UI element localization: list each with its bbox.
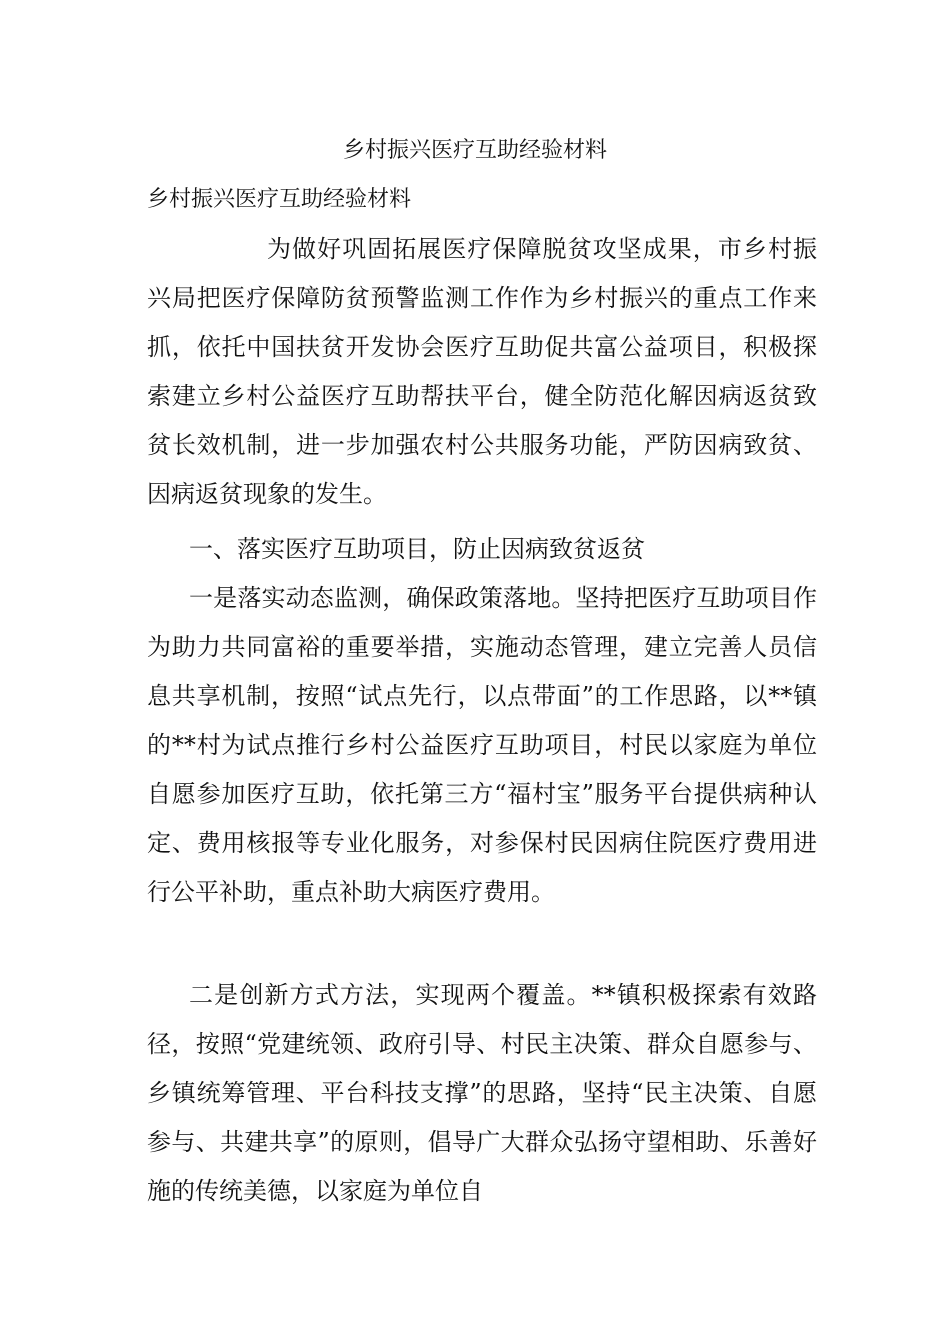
point-one-paragraph: 一是落实动态监测，确保政策落地。坚持把医疗互助项目作为助力共同富裕的重要举措，实施动态管理，建立完善人员信息共享机制，按照“试点先行，以点带面”的工作思路，以**镇的**村为试点推行乡村公益医疗互助项目，村民以家庭为单位自愿参加医疗互助，依托第三方“福村宝”服务平台提供病种认定、费用核报等专业化服务，对参保村民因病住院医疗费用进行公平补助，重点补助大病医疗费用。 (147, 584, 817, 906)
point-two-paragraph: 二是创新方式方法，实现两个覆盖。**镇积极探索有效路径，按照“党建统领、政府引导、村民主决策、群众自愿参与、乡镇统筹管理、平台科技支撑”的思路，坚持“民主决策、自愿参与、共建共享”的原则，倡导广大群众弘扬守望相助、乐善好施的传统美德，以家庭为单位自 (147, 981, 817, 1205)
page-title: 乡村振兴医疗互助经验材料 (342, 138, 607, 163)
section-heading: 一、落实医疗互助项目，防止因病致贫返贫 (189, 535, 645, 563)
intro-paragraph: 为做好巩固拓展医疗保障脱贫攻坚成果，市乡村振兴局把医疗保障防贫预警监测工作作为乡村振兴的重点工作来抓，依托中国扶贫开发协会医疗互助促共富公益项目，积极探索建立乡村公益医疗互助帮扶平台，健全防范化解因病返贫致贫长效机制，进一步加强农村公共服务功能，严防因病致贫、因病返贫现象的发生。 (147, 235, 817, 508)
document-subtitle: 乡村振兴医疗互助经验材料 (147, 187, 412, 212)
